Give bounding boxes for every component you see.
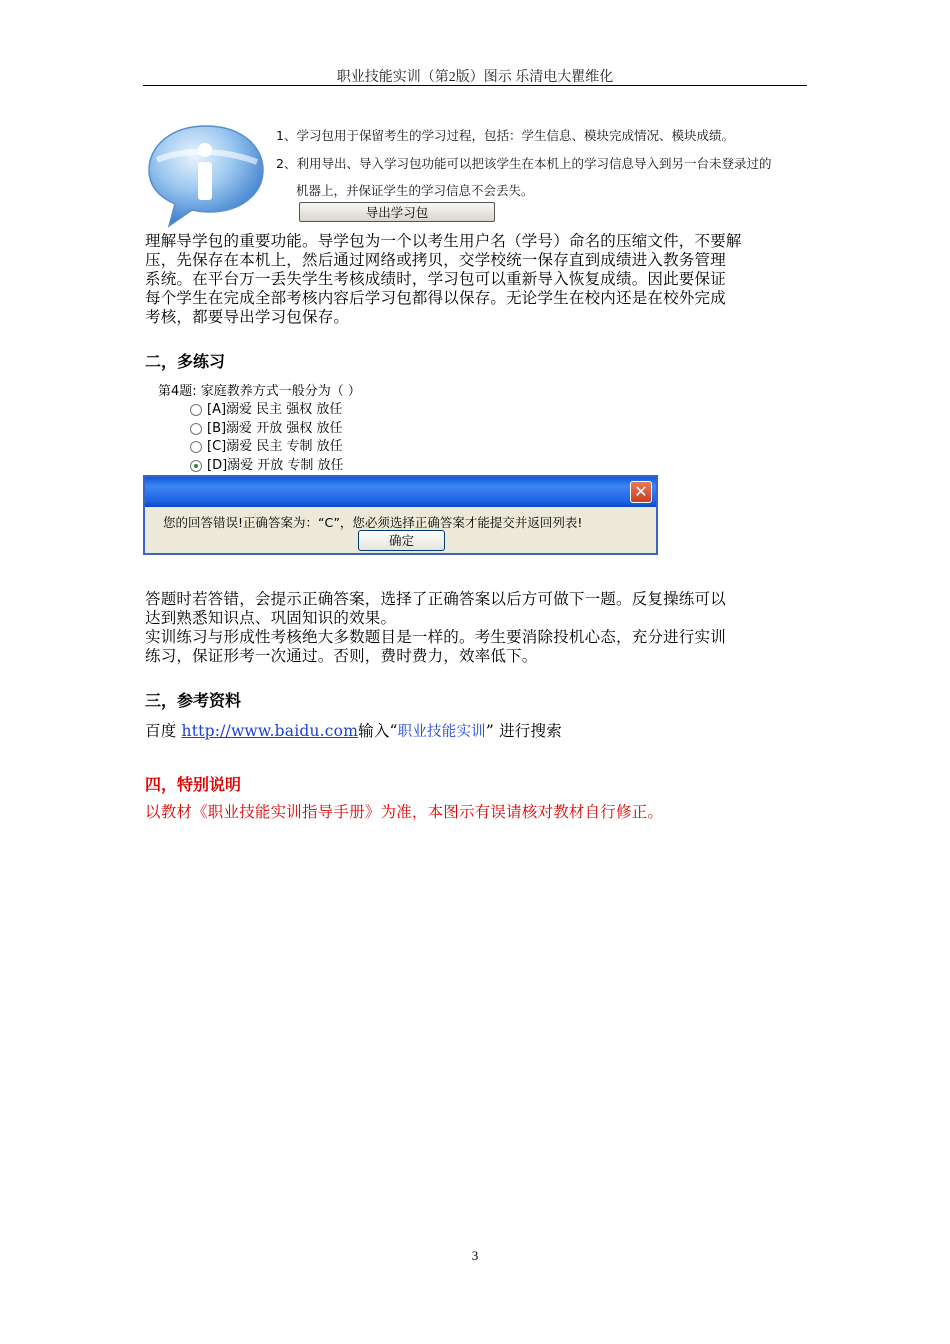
paragraph-line: 练习，保证形考一次通过。否则，费时费力，效率低下。 — [145, 647, 538, 665]
info-line-1: 1、学习包用于保留考生的学习过程，包括：学生信息、模块完成情况、模块成绩。 — [276, 128, 734, 143]
page-header: 职业技能实训（第2版）图示 乐清电大瞿维化 — [336, 70, 614, 85]
quiz-option-a[interactable] — [190, 398, 342, 417]
section-heading-references: 三，参考资料 — [145, 691, 242, 710]
paragraph-line: 达到熟悉知识点、巩固知识的效果。 — [145, 609, 397, 627]
option-label: [B]溺爱 开放 强权 放任 — [207, 421, 343, 436]
paragraph-line: 每个学生在完成全部考核内容后学习包都得以保存。无论学生在校内还是在校外完成 — [145, 289, 726, 307]
page-number: 3 — [471, 1248, 479, 1263]
paragraph-practice — [145, 590, 726, 666]
reference-middle: 输入“ — [358, 722, 398, 740]
radio-selected-icon[interactable] — [190, 460, 202, 472]
paragraph-study-pack — [145, 232, 742, 327]
radio-icon[interactable] — [190, 404, 202, 416]
paragraph-line: 考核，都要导出学习包保存。 — [145, 308, 350, 326]
dialog-message: 您的回答错误!正确答案为：“C”，您必须选择正确答案才能提交并返回列表! — [163, 515, 583, 530]
reference-prefix: 百度 — [145, 722, 182, 740]
option-label: [A]溺爱 民主 强权 放任 — [207, 402, 343, 417]
info-line-2: 2、利用导出、导入学习包功能可以把该学生在本机上的学习信息导入到另一台未登录过的 — [276, 156, 772, 171]
reference-line — [145, 722, 562, 742]
paragraph-line: 实训练习与形成性考核绝大多数题目是一样的。考生要消除投机心态，充分进行实训 — [145, 628, 726, 646]
paragraph-line: 理解导学包的重要功能。导学包为一个以考生用户名（学号）命名的压缩文件，不要解 — [145, 232, 742, 250]
option-label: [C]溺爱 民主 专制 放任 — [207, 439, 343, 454]
paragraph-line: 系统。在平台万一丢失学生考核成绩时，学习包可以重新导入恢复成绩。因此要保证 — [145, 270, 726, 288]
close-icon[interactable]: ✕ — [630, 481, 652, 503]
reference-suffix: ” 进行搜索 — [485, 722, 562, 740]
search-keyword: 职业技能实训 — [397, 724, 486, 740]
error-dialog — [143, 475, 658, 555]
option-label: [D]溺爱 开放 专制 放任 — [207, 458, 344, 473]
radio-icon[interactable] — [190, 423, 202, 435]
info-icon — [145, 120, 267, 230]
special-note-text: 以教材《职业技能实训指导手册》为准，本图示有误请核对教材自行修正。 — [145, 803, 664, 821]
dialog-titlebar — [145, 477, 656, 507]
paragraph-line: 压，先保存在本机上，然后通过网络或拷贝，交学校统一保存直到成绩进入教务管理 — [145, 251, 726, 269]
quiz-option-b[interactable] — [190, 417, 342, 436]
quiz-option-c[interactable] — [190, 435, 343, 454]
quiz-question: 第4题: 家庭教养方式一般分为（ ） — [158, 384, 361, 399]
info-line-3: 机器上，并保证学生的学习信息不会丢失。 — [296, 183, 534, 198]
header-rule — [143, 85, 807, 86]
ok-button[interactable]: 确定 — [358, 530, 445, 551]
section-heading-special-note: 四，特别说明 — [145, 775, 242, 794]
radio-icon[interactable] — [190, 441, 202, 453]
quiz-option-d[interactable] — [190, 454, 344, 473]
export-study-pack-button[interactable]: 导出学习包 — [299, 202, 495, 222]
baidu-link[interactable]: http://www.baidu.com — [181, 722, 359, 740]
paragraph-line: 答题时若答错，会提示正确答案，选择了正确答案以后方可做下一题。反复操练可以 — [145, 590, 726, 608]
section-heading-practice: 二，多练习 — [145, 352, 226, 371]
